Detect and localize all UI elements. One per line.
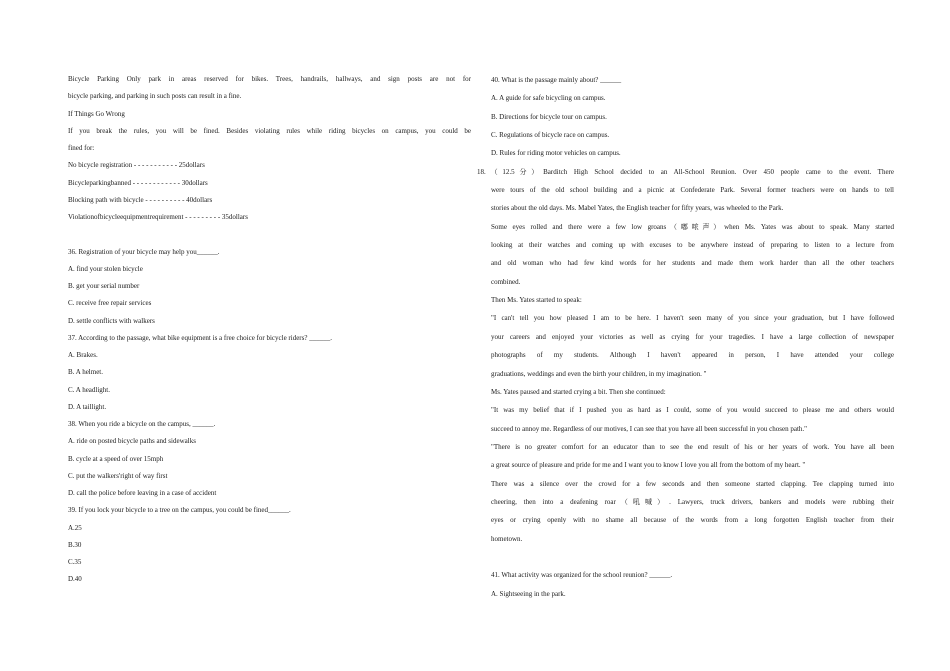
text-line: B. Directions for bicycle tour on campus. xyxy=(491,112,607,121)
text-line: combined. xyxy=(491,277,521,286)
text-line: eyes or crying openly with no shame all because of the words from a long forgotten English teacher from their xyxy=(491,516,894,525)
text-line: Ms. Yates paused and started crying a bit. Then she continued: xyxy=(491,387,666,396)
text-line: If you break the rules, you will be fined. Besides violating rules while riding bicycles on campus, you could be xyxy=(68,126,471,135)
text-line: A. A guide for safe bicycling on campus. xyxy=(491,94,606,103)
text-line: There was a silence over the crowd for a few seconds and then someone started clapping. Tee clapping turned into xyxy=(491,479,894,488)
text-line: B.30 xyxy=(68,540,82,549)
text-line: D. A taillight. xyxy=(68,402,107,411)
text-line: photographs of my students. Although I haven't appeared in person, I have attended your college xyxy=(491,351,894,360)
text-line: and old woman who had few kind words for her students and made them work harder than all the other teachers xyxy=(491,259,894,268)
text-line: Violationofbicycleequipmentrequirement - - - - - - - - - 35dollars xyxy=(68,213,248,221)
text-line: a great source of pleasure and pride for me and I want you to know I love you all from the bottom of my heart. " xyxy=(491,461,806,470)
text-line: Bicycleparkingbanned - - - - - - - - - - - - 30dollars xyxy=(68,178,208,187)
text-line: graduations, weddings and even the birth your children, in my imagination. " xyxy=(491,369,707,378)
text-line: C. put the walkers'right of way first xyxy=(68,471,168,480)
text-line: B. cycle at a speed of over 15mph xyxy=(68,454,164,463)
text-line: A. Sightseeing in the park. xyxy=(491,589,566,598)
text-line: D.40 xyxy=(68,575,82,584)
text-line: bicycle parking, and parking in such posts can result in a fine. xyxy=(68,92,242,101)
text-line: If Things Go Wrong xyxy=(68,109,125,118)
text-line: your careers and enjoyed your victories as well as crying for your tragedies. I have a large collection of newspaper xyxy=(491,332,894,341)
text-line: 41. What activity was organized for the school reunion? ______. xyxy=(491,571,673,580)
text-line: 36. Registration of your bicycle may help you______. xyxy=(68,247,220,256)
text-line: "I can't tell you how pleased I am to be here. I haven't seen many of you since your graduation, but I have followed xyxy=(491,314,894,323)
blank-line xyxy=(491,548,894,566)
text-line: A. find your stolen bicycle xyxy=(68,264,143,273)
text-line: B. get your serial number xyxy=(68,282,140,290)
text-line: 18.（12.5分）Barditch High School decided to an All-School Reunion. Over 450 people came to the event. There xyxy=(477,167,894,176)
text-line: No bicycle registration - - - - - - - - - - - 25dollars xyxy=(68,161,205,170)
text-line: C. Regulations of bicycle race on campus. xyxy=(491,131,610,140)
text-line: A. ride on posted bicycle paths and sidewalks xyxy=(68,437,196,446)
text-line: "There is no greater comfort for an educator than to see the end result of his or her years of work. You have all been xyxy=(491,442,894,451)
text-line: 38. When you ride a bicycle on the campus, ______. xyxy=(68,420,216,428)
text-line: 40. What is the passage mainly about? ______ xyxy=(491,76,622,84)
text-line: stories about the old days. Ms. Mabel Yates, the English teacher for fifty years, was wheeled to the Park. xyxy=(491,204,784,213)
right-column xyxy=(477,71,894,603)
text-line: looking at their watches and coming up with excuses to be anywhere instead of preparing to listen to a lecture from xyxy=(491,241,894,250)
text-line: fined for: xyxy=(68,144,95,152)
text-line: A. Brakes. xyxy=(68,351,98,359)
left-column xyxy=(68,71,471,589)
text-line: D. settle conflicts with walkers xyxy=(68,316,155,325)
text-line: Then Ms. Yates started to speak: xyxy=(491,296,582,305)
text-line: "It was my belief that if I pushed you as hard as I could, some of you would succeed to please me and others would xyxy=(491,406,894,415)
text-line: were tours of the old school building and a picnic at Confederate Park. Several former teachers were on hands to tell xyxy=(491,186,894,195)
text-line: cheering, then into a deafening roar（吼喊）. Lawyers, truck drivers, bankers and models were rubbing their xyxy=(491,497,894,506)
text-line: Bicycle Parking Only park in areas reserved for bikes. Trees, handrails, hallways, and sign posts are not for xyxy=(68,75,471,83)
text-line: 39. If you lock your bicycle to a tree on the campus, you could be fined______. xyxy=(68,506,291,515)
text-line: Blocking path with bicycle - - - - - - - - - - 40dollars xyxy=(68,195,213,204)
text-line: hometown. xyxy=(491,534,523,543)
text-line: D. Rules for riding motor vehicles on campus. xyxy=(491,149,621,158)
text-line: C.35 xyxy=(68,558,82,566)
text-line: Some eyes rolled and there were a few low groans（嘟哝声）when Ms. Yates was about to speak. Many started xyxy=(491,222,894,231)
text-line: C. A headlight. xyxy=(68,385,110,394)
text-line: D. call the police before leaving in a case of accident xyxy=(68,489,217,497)
text-line: 37. According to the passage, what bike equipment is a free choice for bicycle riders? ______. xyxy=(68,333,332,342)
text-line: A.25 xyxy=(68,523,82,532)
text-line: succeed to annoy me. Regardless of our motives, I can see that you have all been successful in you chosen path." xyxy=(491,424,808,433)
text-line: C. receive free repair services xyxy=(68,299,152,308)
blank-line xyxy=(68,226,471,243)
text-line: B. A helmet. xyxy=(68,368,103,377)
